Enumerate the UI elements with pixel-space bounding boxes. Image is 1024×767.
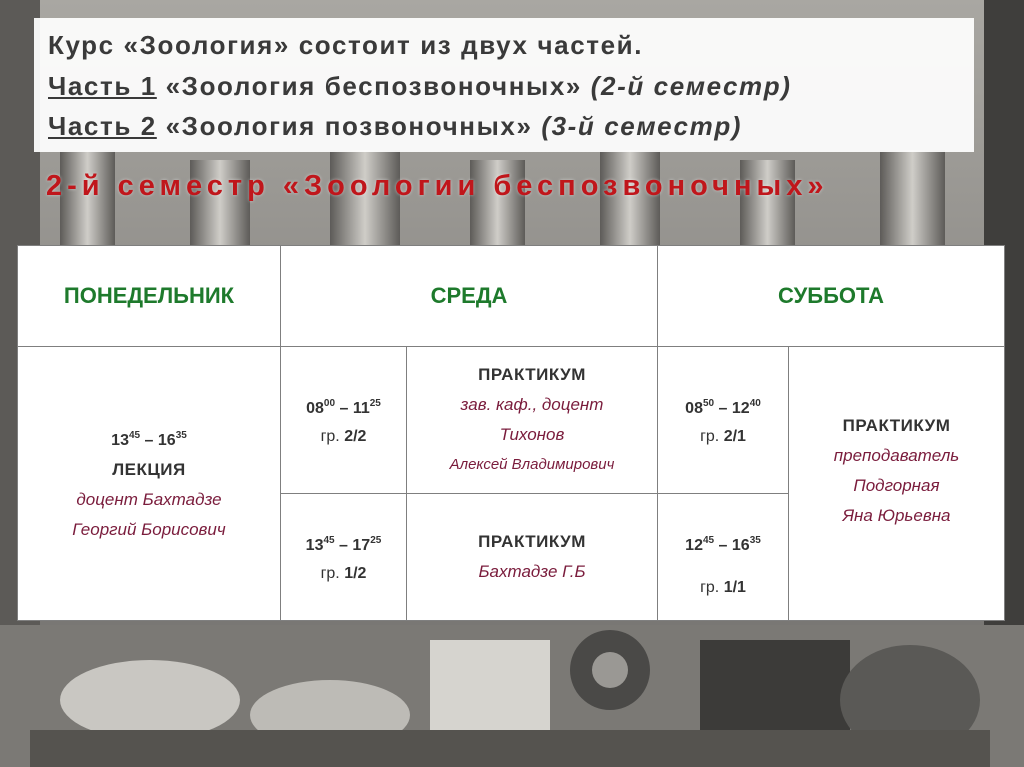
schedule-table bbox=[17, 245, 1005, 621]
wednesday-slot2-person-line1: Бахтадзе Г.Б bbox=[478, 562, 586, 581]
saturday-person-line2: Подгорная bbox=[853, 476, 940, 495]
wednesday-slot1-practicum-cell bbox=[406, 346, 658, 494]
part2-label: Часть 2 bbox=[48, 111, 157, 141]
part1-title: «Зоология беспозвоночных» bbox=[156, 71, 591, 101]
saturday-person-line3: Яна Юрьевна bbox=[842, 506, 951, 525]
saturday-person-line1: преподаватель bbox=[833, 446, 960, 465]
wednesday-slot1-person-line1: зав. каф., доцент bbox=[460, 395, 604, 414]
part2-line bbox=[48, 111, 742, 142]
day-saturday: СУББОТА bbox=[778, 283, 884, 308]
saturday-slot1-time-cell bbox=[657, 346, 789, 494]
monday-lecturer-line2: Георгий Борисович bbox=[72, 520, 226, 539]
saturday-slot2-group: гр. 1/1 bbox=[700, 578, 746, 596]
header-wednesday bbox=[280, 245, 658, 347]
wednesday-slot1-time: $08^{00} - 11^{25}$ bbox=[306, 397, 381, 417]
saturday-slot1-time: $08^{50} - 12^{40}$ bbox=[685, 397, 761, 417]
day-monday: ПОНЕДЕЛЬНИК bbox=[63, 283, 235, 308]
saturday-type: ПРАКТИКУМ bbox=[842, 416, 951, 435]
wednesday-slot1-person-line3: Алексей Владимирович bbox=[449, 456, 615, 473]
wednesday-slot2-type: ПРАКТИКУМ bbox=[478, 532, 586, 551]
monday-lecture-cell bbox=[17, 346, 281, 621]
part2-title: «Зоология позвоночных» bbox=[156, 111, 542, 141]
wednesday-slot1-person-line2: Тихонов bbox=[499, 425, 565, 444]
saturday-slot2-time-cell bbox=[657, 493, 789, 621]
wednesday-slot2-time: $13^{45} - 17^{25}$ bbox=[305, 534, 382, 554]
wednesday-slot1-type: ПРАКТИКУМ bbox=[478, 365, 586, 384]
part1-label: Часть 1 bbox=[48, 71, 157, 101]
header-saturday bbox=[657, 245, 1005, 347]
saturday-slot2-time: $12^{45} - 16^{35}$ bbox=[685, 534, 761, 554]
wednesday-slot2-time-cell bbox=[280, 493, 407, 621]
wednesday-slot2-group: гр. 1/2 bbox=[320, 564, 367, 582]
wednesday-slot2-practicum-cell bbox=[406, 493, 658, 621]
part1-semester: (2-й семестр) bbox=[590, 71, 792, 101]
course-header bbox=[34, 18, 974, 152]
saturday-practicum-cell bbox=[788, 346, 1005, 621]
monday-type: ЛЕКЦИЯ bbox=[112, 460, 186, 479]
part2-semester: (3-й семестр) bbox=[541, 111, 743, 141]
wednesday-slot1-group: гр. 2/2 bbox=[320, 427, 367, 445]
course-intro: Курс «Зоология» состоит из двух частей. bbox=[48, 30, 644, 60]
wednesday-slot1-time-cell bbox=[280, 346, 407, 494]
monday-lecturer-line1: доцент Бахтадзе bbox=[76, 490, 222, 509]
semester-title: 2-й семестр «Зоологии беспозвоночных» bbox=[46, 170, 829, 202]
part1-line bbox=[48, 71, 792, 102]
day-wednesday: СРЕДА bbox=[430, 283, 508, 308]
monday-time: $13^{45} - 16^{35}$ bbox=[111, 430, 187, 449]
header-monday bbox=[17, 245, 281, 347]
saturday-slot1-group: гр. 2/1 bbox=[700, 427, 746, 445]
